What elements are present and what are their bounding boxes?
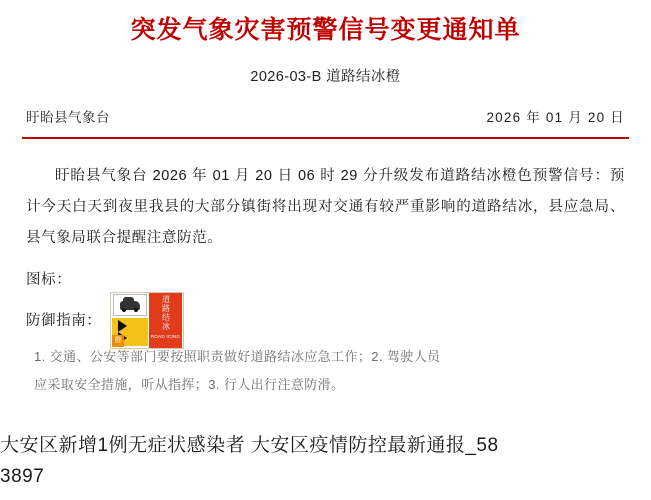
level-badge: 橙 <box>112 335 124 347</box>
meta-row <box>22 106 629 126</box>
header-divider <box>22 137 629 139</box>
notice-body: 盱眙县气象台 2026 年 01 月 20 日 06 时 29 分升级发布道路结冰橙色预警信号：预计今天白天到夜里我县的大部分镇街将出现对交通有较严重影响的道路结冰，县应急局、县气象局联合提醒注意防范。 <box>26 168 625 246</box>
document-subtitle: 2026-03-B 道路结冰橙 <box>250 69 401 85</box>
sign-text-panel <box>149 293 182 348</box>
car-shape <box>120 301 140 310</box>
guide-line-1: 1. 交通、公安等部门要按照职责做好道路结冰应急工作；2. 驾驶人员 <box>34 349 441 364</box>
sign-cn-text: 道路结冰 <box>161 295 171 331</box>
overlay-caption-line-1: 大安区新增1例无症状感染者 大安区疫情防控最新通报_58 <box>0 435 499 456</box>
guide-line-2: 应采取安全措施，听从指挥；3. 行人出行注意防滑。 <box>34 377 345 392</box>
page-title: 突发气象灾害预警信号变更通知单 <box>130 17 521 44</box>
issuer-label: 盱眙县气象台 <box>26 110 110 125</box>
road-icing-warning-sign-icon <box>110 292 184 349</box>
chevron-right-icon <box>118 320 127 332</box>
sign-pictogram <box>111 293 149 348</box>
car-on-ice-icon <box>113 294 147 316</box>
overlay-caption-line-2: 3897 <box>0 466 45 487</box>
sign-en-text: ROAD ICING <box>150 334 181 339</box>
issue-date: 2026 年 01 月 20 日 <box>486 110 625 125</box>
car-wheel-front-icon <box>122 308 126 312</box>
overlay-caption <box>0 430 651 492</box>
car-wheel-rear-icon <box>134 308 138 312</box>
guide-title: 防御指南： <box>26 313 102 329</box>
icon-row <box>22 268 629 293</box>
icon-label: 图标： <box>26 272 72 288</box>
